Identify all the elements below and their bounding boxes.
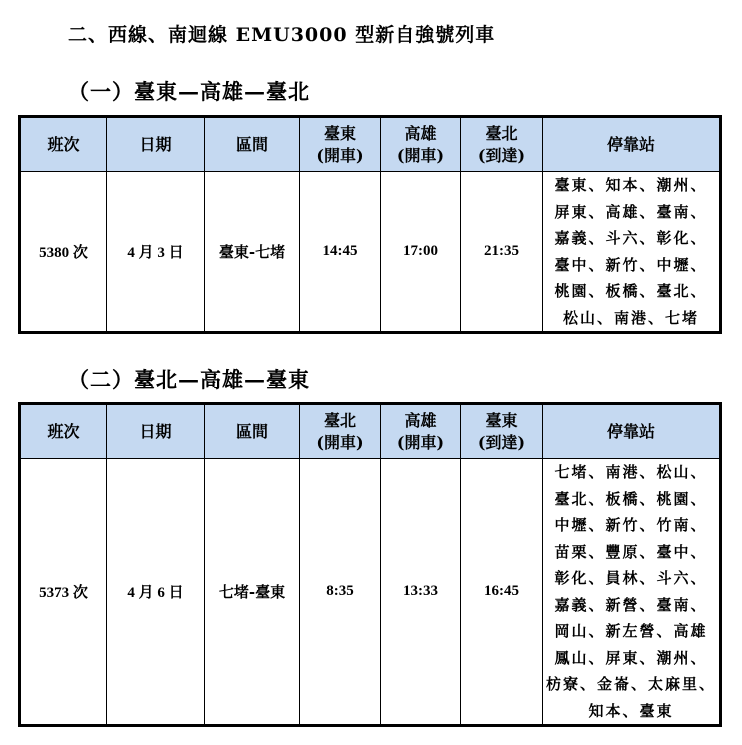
schedule-table-taipei-taitung	[18, 402, 722, 727]
stops-line: 松山、南港、七堵	[562, 308, 699, 327]
station-name: 臺北	[323, 410, 356, 430]
stops-line: 屏東、高雄、臺南、	[554, 202, 708, 221]
departure-time-2: 13:33	[381, 459, 461, 726]
col-header-section: 區間	[205, 117, 300, 172]
table-row	[20, 459, 721, 726]
section: 臺東-七堵	[205, 172, 300, 333]
col-header-date: 日期	[107, 117, 205, 172]
section: 七堵-臺東	[205, 459, 300, 726]
stops-line: 彰化、員林、斗六、	[554, 569, 708, 587]
train-number: 5380 次	[20, 172, 107, 333]
arrival-time: 16:45	[461, 459, 543, 726]
table-header-row	[20, 117, 721, 172]
departure-time-2: 17:00	[381, 172, 461, 333]
col-header-stops: 停靠站	[543, 117, 721, 172]
col-header-arrival	[461, 117, 543, 172]
station-name: 臺北	[485, 123, 518, 143]
date: 4 月 3 日	[107, 172, 205, 333]
document-heading: 二、西線、南迴線 EMU3000 型新自強號列車	[68, 24, 496, 46]
col-header-arrival	[461, 404, 543, 459]
time-type: (到達)	[477, 432, 526, 452]
stops-line: 鳳山、屏東、潮州、	[554, 648, 708, 667]
departure-time-1: 14:45	[300, 172, 381, 333]
time-type: (開車)	[316, 145, 364, 165]
stops-line: 苗栗、豐原、臺中、	[554, 542, 708, 561]
stops-line: 臺東、知本、潮州、	[554, 176, 708, 194]
stops-line: 嘉義、斗六、彰化、	[554, 229, 708, 247]
table-header-row	[20, 404, 721, 459]
time-type: (開車)	[316, 432, 364, 452]
col-header-train: 班次	[20, 117, 107, 172]
stops-line: 桃園、板橋、臺北、	[554, 282, 708, 300]
schedule-table-taitung-taipei	[18, 115, 722, 334]
time-type: (到達)	[477, 145, 526, 165]
station-name: 高雄	[404, 410, 437, 430]
date: 4 月 6 日	[107, 459, 205, 726]
stops-line: 嘉義、新營、臺南、	[554, 595, 708, 614]
station-name: 高雄	[404, 123, 437, 143]
train-number: 5373 次	[20, 459, 107, 726]
arrival-time: 21:35	[461, 172, 543, 333]
stops-line: 枋寮、金崙、太麻里、	[545, 675, 716, 693]
stops-line: 中壢、新竹、竹南、	[554, 516, 708, 534]
section-title-eastbound-north: （一）臺東—高雄—臺北	[68, 79, 310, 104]
station-name: 臺東	[323, 123, 356, 143]
stops-line: 七堵、南港、松山、	[554, 463, 708, 481]
col-header-section: 區間	[205, 404, 300, 459]
col-header-date: 日期	[107, 404, 205, 459]
time-type: (開車)	[396, 432, 445, 452]
departure-time-1: 8:35	[300, 459, 381, 726]
table-row	[20, 172, 721, 333]
stops-line: 臺北、板橋、桃園、	[554, 489, 708, 508]
col-header-stops: 停靠站	[543, 404, 721, 459]
station-name: 臺東	[485, 410, 518, 430]
stops-list	[543, 459, 721, 726]
section-title-northbound-east: （二）臺北—高雄—臺東	[68, 367, 310, 392]
stops-line: 岡山、新左營、高雄	[554, 622, 708, 640]
col-header-departure-1	[300, 404, 381, 459]
stops-line: 知本、臺東	[588, 701, 674, 720]
stops-list	[543, 172, 721, 333]
col-header-departure-2	[381, 404, 461, 459]
col-header-departure-1	[300, 117, 381, 172]
stops-line: 臺中、新竹、中壢、	[554, 255, 708, 274]
time-type: (開車)	[396, 145, 445, 165]
col-header-train: 班次	[20, 404, 107, 459]
col-header-departure-2	[381, 117, 461, 172]
